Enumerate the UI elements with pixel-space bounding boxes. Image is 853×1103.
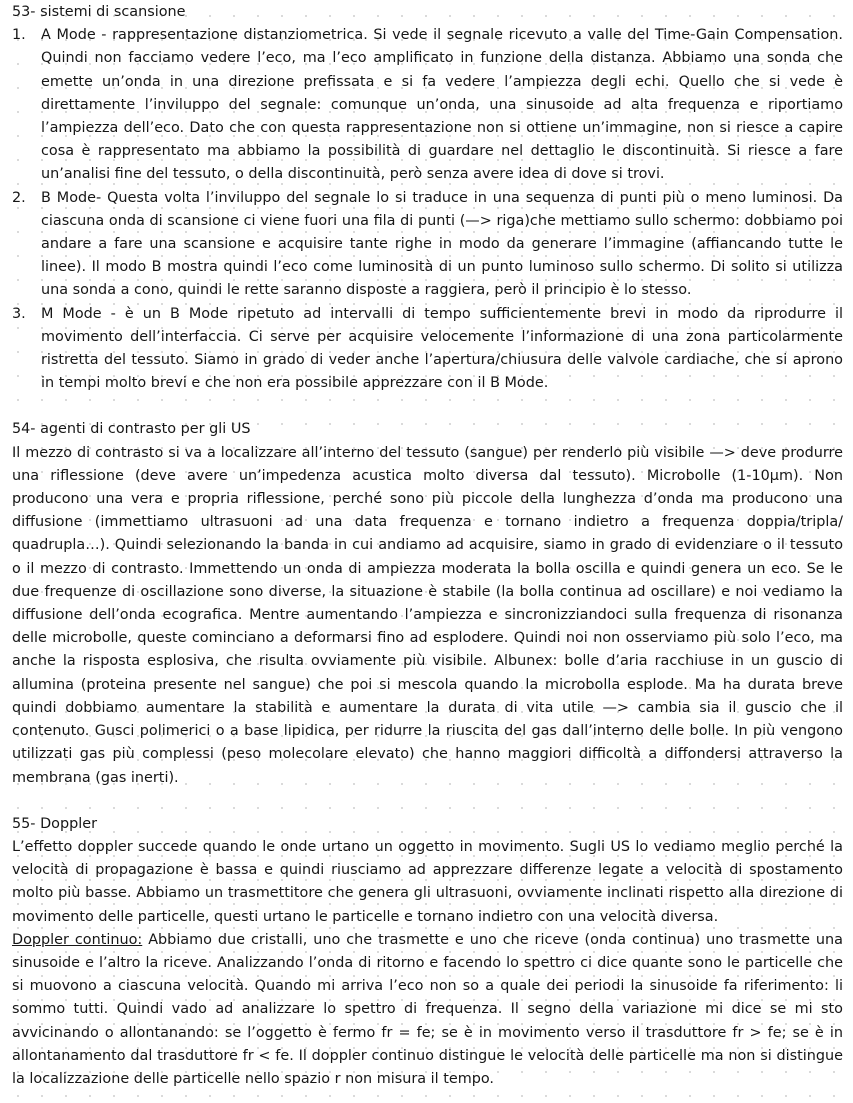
list-item-number: 1. xyxy=(12,27,26,44)
list-item xyxy=(12,24,843,186)
list-item-text: M Mode - è un B Mode ripetuto ad intervalli di tempo sufficientemente brevi in modo da riprodurre il movimento dell’interfaccia. Ci serve per acquisire velocemente l’informazione di una zona particolarmente ristretta del tessuto. Siamo in grado di veder anche l’apertura/chiusura delle valvole cardiache, che si aprono in tempi molto brevi e che non era possibile apprezzare con il B Mode. xyxy=(41,305,843,392)
list-item-text: A Mode - rappresentazione distanziometrica. Si vede il segnale ricevuto a valle del Time-Gain Compensation. Quindi non facciamo vedere l’eco, ma l’eco amplificato in funzione della distanza. Abbiamo una sonda che emette un’onda in una direzione prefissata e si fa vedere l’ampiezza degli echi. Quello che si vede è direttamente l’inviluppo del segnale: comunque un’onda, una sinusoide ad alta frequenza e riportiamo l’ampiezza dell’eco. Dato che con questa rappresentazione non si ottiene un’immagine, non si riesce a capire cosa è rappresentato ma abbiamo la possibilità di guardare nel dettaglio le discontinuità. Si riesce a fare un’analisi fine del tessuto, o della discontinuità, però senza avere idea di dove si trovi. xyxy=(41,27,843,183)
section-53-title: 53- sistemi di scansione xyxy=(12,4,186,20)
doppler-continuo-subheading: Doppler continuo: xyxy=(12,931,143,948)
list-item-number: 3. xyxy=(12,305,26,322)
section-55-doppler-continuo xyxy=(12,929,843,1091)
list-item xyxy=(12,187,843,303)
scan-modes-list xyxy=(12,24,843,395)
doppler-continuo-text: Abbiamo due cristalli, uno che trasmette e uno che riceve (onda continua) uno trasmette una sinusoide e l’altro la riceve. Analizzando l’onda di ritorno e facendo lo spettro ci dice quante sono le particelle che si muovono a ciascuna velocità. Quando mi arriva l’eco non so a quale dei periodi la sinusoide fa riferimento: li sommo tutti. Quindi vado ad analizzare lo spettro di frequenza. Il segno della variazione mi dice se mi sto avvicinando o allontanando: se l’oggetto è fermo fr = fe; se è in movimento verso il trasduttore fr > fe; se è in allontanamento dal trasduttore fr < fe. Il doppler continuo distingue le velocità delle particelle ma non si distingue la localizzazione delle particelle nello spazio r non misura il tempo. xyxy=(12,931,843,1087)
section-55-paragraph: L’effetto doppler succede quando le onde urtano un oggetto in movimento. Sugli US lo vediamo meglio perché la velocità di propagazione è bassa e quindi riusciamo ad apprezzare differenze legate a velocità di spostamento molto più basse. Abbiamo un trasmettitore che genera gli ultrasuoni, ovviamente inclinati rispetto alla direzione di movimento delle particelle, questi urtano le particelle e tornano indietro con una velocità diversa. xyxy=(12,838,843,925)
section-spacer xyxy=(12,790,843,813)
section-54-title: 54- agenti di contrasto per gli US xyxy=(12,421,251,438)
section-55-title: 55- Doppler xyxy=(12,815,98,832)
section-54-paragraph: Il mezzo di contrasto si va a localizzare all’interno del tessuto (sangue) per renderlo più visibile —> deve produrre una riflessione (deve avere un’impedenza acustica molto diversa dal tessuto). Microbolle (1-10μm). Non producono una vera e propria riflessione, perché sono più piccole della lunghezza d’onda ma producono una diffusione (immettiamo ultrasuoni ad una data frequenza e tornano indietro a frequenza doppia/tripla/ quadrupla…). Quindi selezionando la banda in cui andiamo ad acquisire, siamo in grado di evidenziare o il tessuto o il mezzo di contrasto. Immettendo un onda di ampiezza moderata la bolla oscilla e quindi genera un eco. Se le due frequenze di oscillazione sono diverse, la situazione è stabile (la bolla continua ad oscillare) e noi vediamo la diffusione dell’onda ecografica. Mentre aumentando l’ampiezza e sincronizziandoci sulla frequenza di risonanza delle microbolle, queste cominciano a deformarsi fino ad esplodere. Quindi noi non osserviamo più solo l’eco, ma anche la risposta esplosiva, che risulta ovviamente più visibile. Albunex: bolle d’aria racchiuse in un guscio di allumina (proteina presente nel sangue) che poi si mescola quando la microbolla esplode. Ma ha durata breve quindi dobbiamo aumentare la stabilità e aumentare la durata di vita utile —> cambia sia il guscio che il contenuto. Gusci polimerici o a base lipidica, per ridurre la riuscita del gas dall’interno delle bolle. In più vengono utilizzati gas più complessi (peso molecolare elevato) che hanno maggiori difficoltà a diffondersi attraverso la membrana (gas inerti). xyxy=(12,444,843,786)
list-item-text: B Mode- Questa volta l’inviluppo del segnale lo si traduce in una sequenza di punti più o meno luminosi. Da ciascuna onda di scansione ci viene fuori una fila di punti (—> riga)che mettiamo sullo schermo: dobbiamo poi andare a fare una scansione e acquisire tante righe in modo da generare l’immagine (affiancando tutte le linee). Il modo B mostra quindi l’eco come luminosità di un punto luminoso sullo schermo. Di solito si utilizza una sonda a cono, quindi le rette saranno disposte a raggiera, però il principio è lo stesso. xyxy=(41,189,843,299)
list-item-number: 2. xyxy=(12,189,26,206)
section-spacer xyxy=(12,395,843,418)
list-item xyxy=(12,303,843,396)
